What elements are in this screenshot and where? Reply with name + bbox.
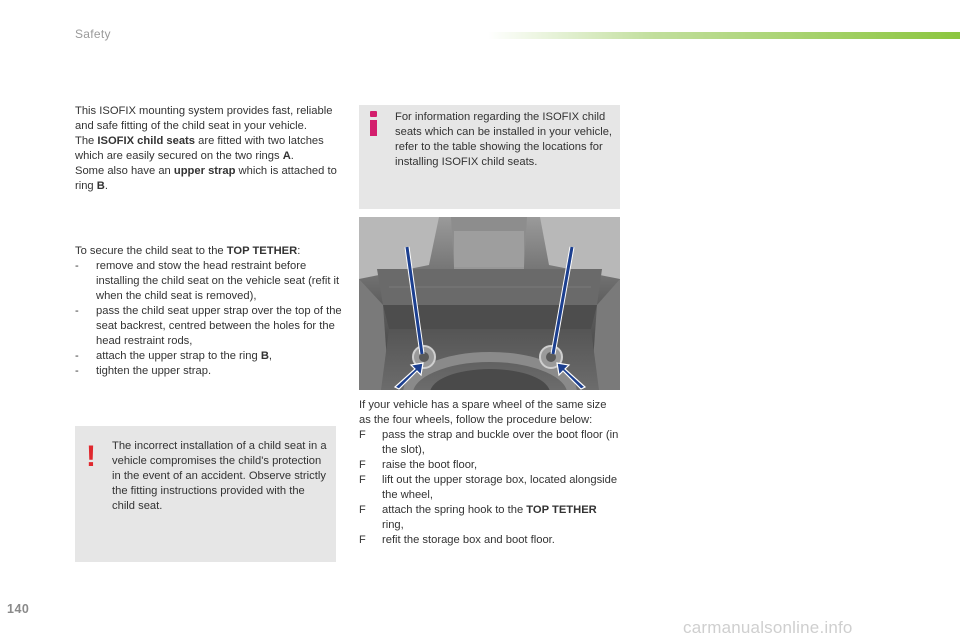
text: refit the storage box and boot floor. [382,534,555,546]
spare-step-1 [359,428,621,458]
spare-wheel-procedure [359,398,621,548]
text: attach the spring hook to the [382,504,527,516]
intro-line-3 [75,164,345,194]
tether-lead [75,244,345,259]
text: . [104,180,108,192]
text: tighten the upper strap. [96,365,212,377]
top-tether-procedure [75,244,345,379]
spare-step-5 [359,533,621,548]
checkbox-icon: F [359,504,366,516]
top-tether-term: TOP TETHER [226,245,298,257]
upper-strap-term: upper strap [173,165,236,177]
tether-step-1 [75,259,345,304]
tether-step-3 [75,349,345,364]
text: attach the upper strap to the ring [96,350,261,362]
text: : [297,245,301,257]
text: are fitted with two latches which are easily secured on the two rings [75,135,324,162]
spare-lead: If your vehicle has a spare wheel of the same size as the four wheels, follow the procedure below: [359,399,607,426]
tether-step-2 [75,304,345,349]
spare-step-4 [359,503,621,533]
info-icon [368,111,380,137]
watermark: carmanualsonline.info [683,618,853,637]
warning-box [75,426,336,562]
text: ring, [382,519,404,531]
text: , [268,350,273,362]
tether-step-4 [75,364,345,379]
section-title: Safety [75,27,111,41]
checkbox-icon: F [359,474,366,486]
intro-paragraph [75,104,345,194]
text: remove and stow the head restraint before installing the child seat on the vehicle seat (refit it when the child seat is removed), [96,260,340,302]
info-text: For information regarding the ISOFIX child seats which can be installed in your vehicle, refer to the table showing the locations for installing ISOFIX child seats. [395,111,613,168]
intro-line-1: This ISOFIX mounting system provides fast, reliable and safe fitting of the child seat in your vehicle. [75,105,333,132]
info-box [359,105,620,209]
checkbox-icon: F [359,534,366,546]
text: lift out the upper storage box, located alongside the wheel, [382,474,618,501]
ring-b-label: B [260,350,269,362]
ring-a-label: A [282,150,291,162]
text: Some also have an [75,165,174,177]
text: pass the child seat upper strap over the top of the seat backrest, centred between the holes for the head restraint rods, [96,305,342,347]
isofix-child-seats-term: ISOFIX child seats [97,135,196,147]
top-tether-term: TOP TETHER [526,504,597,516]
dash-marker: - [75,350,79,362]
page-number: 140 [7,602,30,616]
spare-step-3 [359,473,621,503]
dash-marker: - [75,260,79,272]
text: To secure the child seat to the [75,245,227,257]
intro-line-2 [75,134,345,164]
header-rule [488,32,960,39]
checkbox-icon: F [359,429,366,441]
text: . [290,150,294,162]
checkbox-icon: F [359,459,366,471]
text: pass the strap and buckle over the boot floor (in the slot), [382,429,619,456]
warning-icon: ! [86,440,96,473]
spare-step-2 [359,458,621,473]
dash-marker: - [75,305,79,317]
text: raise the boot floor, [382,459,478,471]
boot-tether-photo [359,217,620,390]
text: which is attached to ring [75,165,337,192]
ring-b-label: B [96,180,105,192]
text: The [75,135,98,147]
dash-marker: - [75,365,79,377]
warning-text: The incorrect installation of a child seat in a vehicle compromises the child's protection in the event of an accident. Observe strictly the fitting instructions provided with the child seat. [112,440,327,512]
